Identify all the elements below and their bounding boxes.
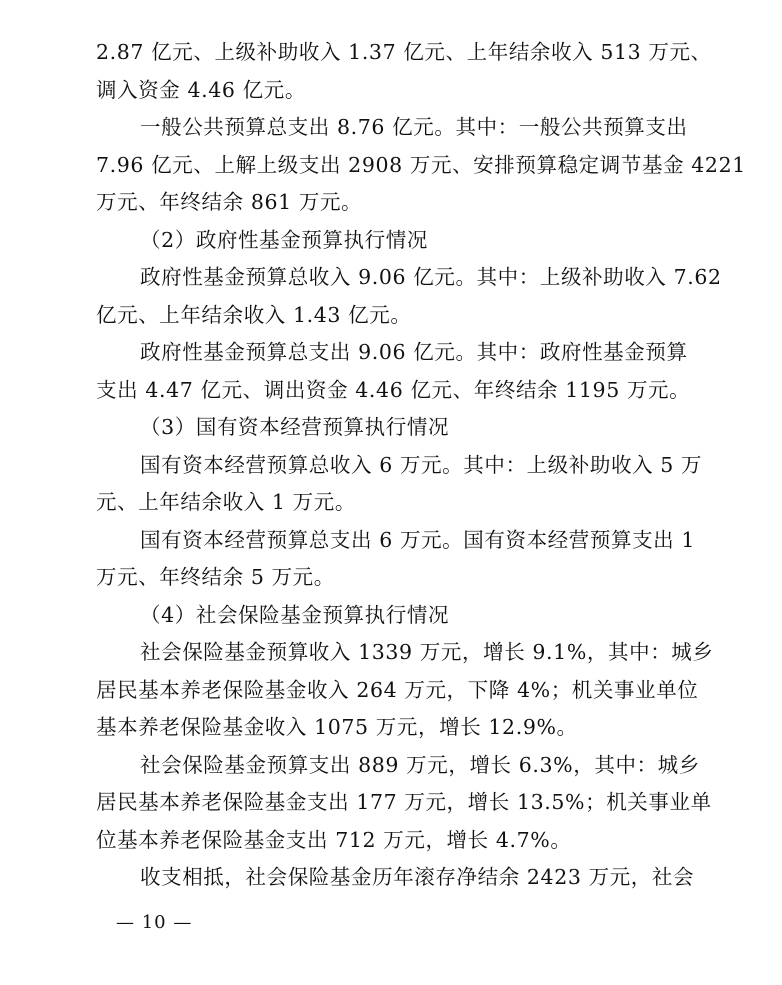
text-line: 元、上年结余收入 1 万元。 (96, 490, 356, 514)
paragraph-first-line: 社会保险基金预算收入 1339 万元，增长 9.1%，其中：城乡 (140, 640, 714, 664)
paragraph-first-line: 政府性基金预算总支出 9.06 亿元。其中：政府性基金预算 (140, 340, 688, 364)
text-line: 基本养老保险基金收入 1075 万元，增长 12.9%。 (96, 715, 578, 739)
text-line: 万元、年终结余 5 万元。 (96, 565, 335, 589)
page-number: — 10 — (116, 912, 193, 933)
section-heading-government-fund: （2）政府性基金预算执行情况 (140, 227, 428, 252)
text-line: 居民基本养老保险基金支出 177 万元，增长 13.5%；机关事业单 (96, 790, 712, 814)
body-text (96, 34, 746, 897)
paragraph-first-line: 一般公共预算总支出 8.76 亿元。其中：一般公共预算支出 (140, 115, 688, 139)
paragraph-first-line: 收支相抵，社会保险基金历年滚存净结余 2423 万元，社会 (140, 865, 695, 889)
paragraph-first-line: 社会保险基金预算支出 889 万元，增长 6.3%，其中：城乡 (140, 752, 700, 777)
text-line: 调入资金 4.46 亿元。 (96, 77, 306, 102)
paragraph-first-line: 国有资本经营预算总支出 6 万元。国有资本经营预算支出 1 (140, 527, 696, 552)
text-line: 位基本养老保险基金支出 712 万元，增长 4.7%。 (96, 827, 572, 852)
text-line: 7.96 亿元、上解上级支出 2908 万元、安排预算稳定调节基金 4221 (96, 152, 746, 177)
text-line: 居民基本养老保险基金收入 264 万元，下降 4%；机关事业单位 (96, 677, 699, 702)
paragraph-first-line: 政府性基金预算总收入 9.06 亿元。其中：上级补助收入 7.62 (140, 265, 722, 289)
text-line: 亿元、上年结余收入 1.43 亿元。 (96, 302, 412, 327)
paragraph-first-line: 国有资本经营预算总收入 6 万元。其中：上级补助收入 5 万 (140, 452, 703, 477)
text-line: 2.87 亿元、上级补助收入 1.37 亿元、上年结余收入 513 万元、 (96, 40, 712, 64)
text-line: 万元、年终结余 861 万元。 (96, 190, 363, 214)
section-heading-social-insurance: （4）社会保险基金预算执行情况 (140, 602, 450, 627)
text-line: 支出 4.47 亿元、调出资金 4.46 亿元、年终结余 1195 万元。 (96, 377, 691, 402)
section-heading-state-capital: （3）国有资本经营预算执行情况 (140, 415, 450, 439)
